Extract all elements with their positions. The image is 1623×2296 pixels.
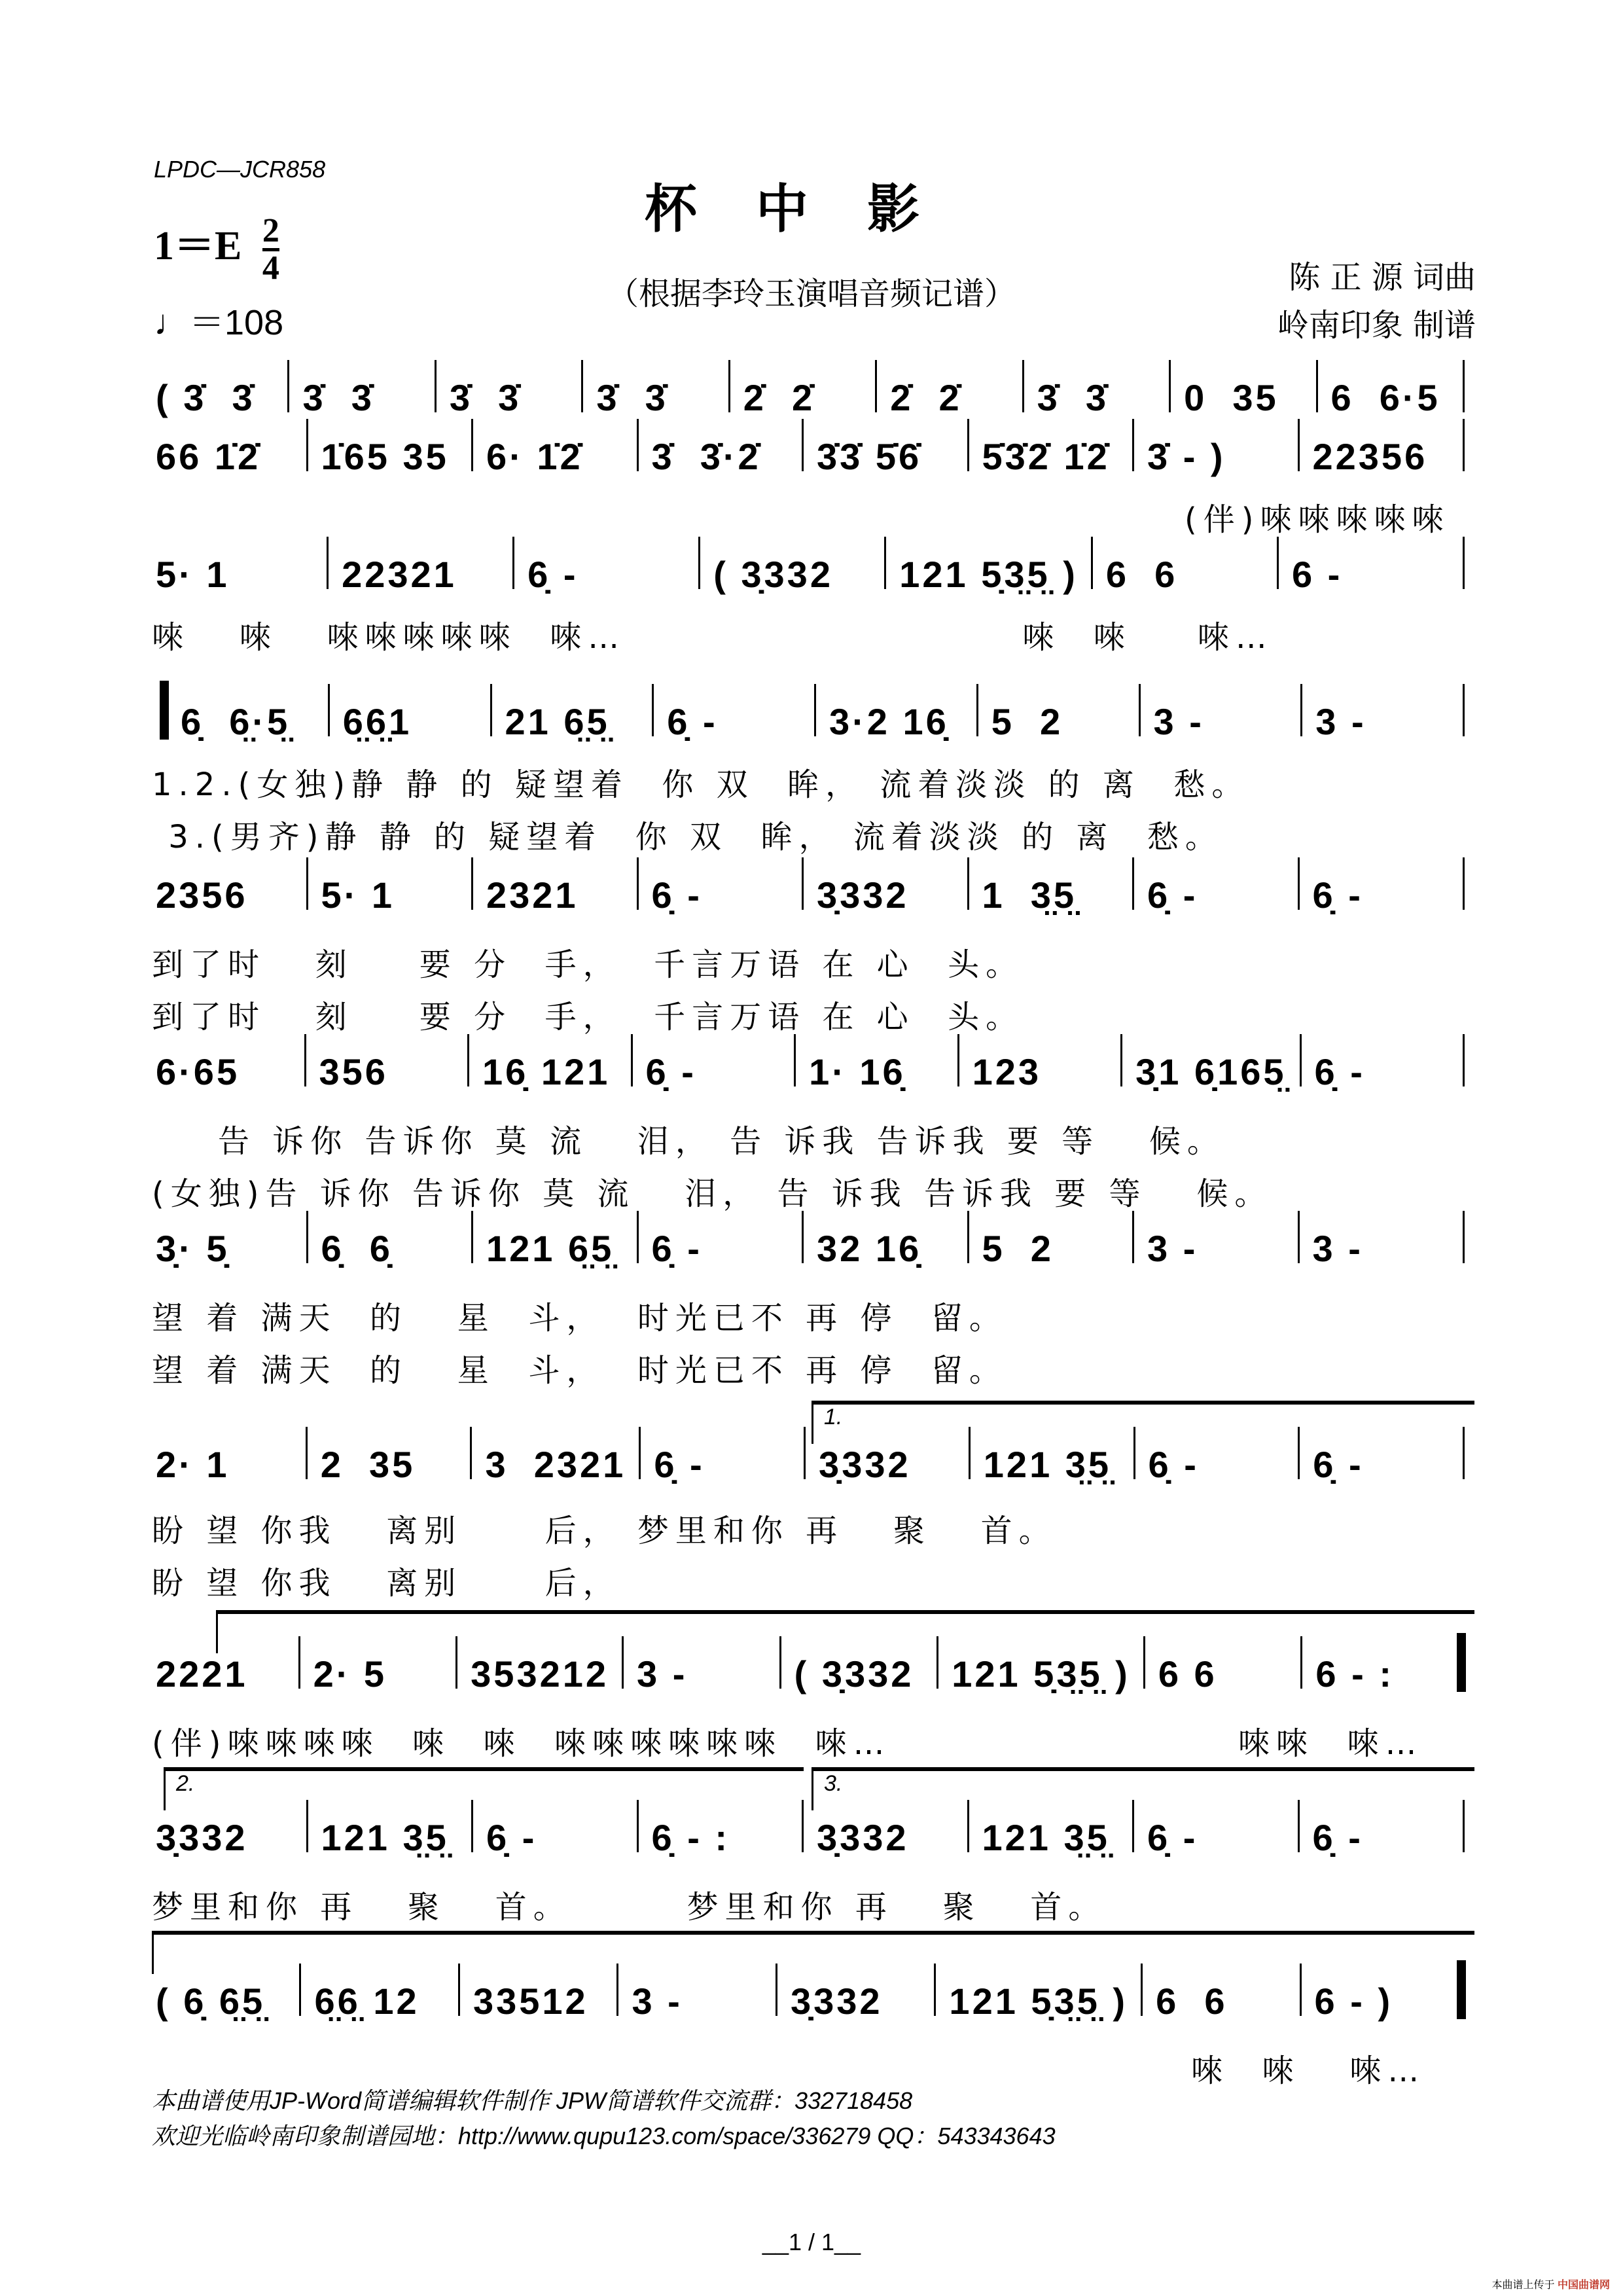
barline [1300,684,1302,736]
barline [304,1034,306,1086]
notation-line [152,677,1474,743]
lyric-line: 唻 唻 唻… [1191,2053,1426,2089]
footer-website-note: 欢迎光临岭南印象制谱园地：http://www.qupu123.com/space/336279 QQ：543343643 [152,2123,1056,2149]
measure: 3̣332 [817,1817,909,1858]
measure: 3̇ - ) [1147,436,1226,477]
barline [306,1427,308,1479]
barline [471,419,473,471]
volta-bracket [152,1931,1474,1974]
barline [435,360,437,412]
barline [804,1427,806,1479]
measure: 121 5̣3̤5̤ ) [899,554,1078,595]
barline [1169,360,1171,412]
arranger-credit: 岭南印象 制谱 [1277,307,1476,344]
barline [1298,1211,1300,1263]
barline [802,419,804,471]
volta-bracket [812,1401,1474,1444]
measure: 2̇ 2̇ [743,377,815,418]
measure: 6̣ - [527,554,579,595]
repeat-start-barline [160,681,169,740]
barline [1120,1034,1122,1086]
barline [306,1211,308,1263]
barline [967,419,969,471]
measure: 5· 1 [321,874,395,916]
measure: 66 1̇2̇ [156,436,261,477]
lyric-line: 1.2.(女独)静 静 的 疑望着 你 双 眸， 流着淡淡 的 离 愁。 [152,766,1250,803]
notation-row [152,1028,1474,1093]
measure: 6̣ - [651,1228,702,1269]
composer-credit: 陈 正 源 词曲 [1289,259,1476,296]
measure: 6· 1̇2̇ [486,436,583,477]
time-denominator: 4 [262,249,279,287]
measure: 353212 [471,1653,609,1695]
measure: 1· 16̣ [809,1051,906,1092]
barline [1463,1211,1465,1263]
page-number: __1 / 1__ [762,2229,861,2255]
barline [1298,419,1300,471]
volta-bracket [812,1767,1474,1810]
measure: 3 - [1315,701,1366,742]
barline [1316,360,1318,412]
key-label: 1＝E [154,224,242,268]
measure: 3 - [1153,701,1204,742]
measure: 2356 [156,874,248,916]
measure: 3 2321 [485,1444,626,1485]
score-code: LPDC—JCR858 [154,156,326,183]
barline [884,537,886,589]
barline [1463,537,1465,589]
notation-row [152,412,1474,478]
measure: 6̣ - [1147,874,1198,916]
notation-line [152,1204,1474,1270]
barline [1463,360,1465,412]
measure: 6 - : [1315,1653,1394,1695]
barline [1300,1034,1302,1086]
lyric-line: (女独)告 诉你 告诉你 莫 流 泪， 告 诉我 告诉我 要 等 候。 [152,1175,1273,1212]
notation-row [152,1204,1474,1270]
measure: 356 [319,1051,388,1092]
barline [728,360,730,412]
measure: 2221 [156,1653,248,1695]
measure: ( 6̣ 6̤5̤ [156,1981,266,2022]
measure: 6̣ - [654,1444,705,1485]
barline [1463,857,1465,910]
barline [328,684,330,736]
measure: 6 - [1291,554,1343,595]
barline [802,1211,804,1263]
barline [1139,684,1141,736]
barline [1132,419,1134,471]
barline [631,1034,633,1086]
subtitle: （根据李玲玉演唱音频记谱） [607,276,1016,312]
lyric-line: 告 诉你 告诉你 莫 流 泪， 告 诉我 告诉我 要 等 候。 [152,1123,1225,1160]
time-numerator: 2 [262,214,279,251]
barline [698,537,700,589]
measure: 6̣ - [486,1817,537,1858]
barline [1132,1211,1134,1263]
barline [1277,537,1279,589]
barline [967,857,969,910]
measure: 3̣332 [817,874,909,916]
measure: 3̇ 3̇ [596,377,668,418]
volta-bracket [164,1767,804,1810]
notation-row [152,851,1474,916]
lyric-line: 3.(男齐)静 静 的 疑望着 你 双 眸， 流着淡淡 的 离 愁。 [152,819,1223,855]
measure: 6̤6̤1 [342,701,412,742]
barline [802,857,804,910]
barline [976,684,978,736]
measure: 3 - [637,1653,688,1695]
measure: 2· 5 [313,1653,387,1695]
barline [306,419,308,471]
notation-row [152,677,1474,743]
lyric-line: 唻 唻 唻唻唻唻唻 唻… 唻 唻 唻… [152,619,1274,656]
barline [490,684,492,736]
measure: 123 [972,1051,1042,1092]
measure: 6̣ - [1312,874,1363,916]
volta-label: 2. [176,1771,195,1796]
notation-row [152,530,1474,596]
notation-line [152,851,1474,916]
volta-label: 3. [824,1771,843,1796]
measure: 3̣· 5̣ [156,1228,230,1269]
song-title: 杯中影 [645,178,978,240]
measure: 6̣ - : [651,1817,730,1858]
barline [639,1427,641,1479]
measure: 6̣ 6̣ [321,1228,393,1269]
barline [471,857,473,910]
measure: 3·2 16̣ [829,701,949,742]
measure: 3̣332 [790,1981,883,2022]
measure: 121 5̣3̤5̤ ) [952,1653,1130,1695]
volta-bracket [216,1610,1474,1653]
measure: 1 3̤5̤ [982,874,1077,916]
measure: ( 3̣332 [794,1653,914,1695]
measure: 2· 1 [156,1444,230,1485]
measure: 6 6 [1158,1653,1217,1695]
notation-row [152,353,1474,419]
barline [957,1034,959,1086]
measure: 2321 [486,874,579,916]
barline [875,360,877,412]
notation-line [152,353,1474,419]
upload-site: 中国曲谱网 [1557,2280,1610,2291]
measure: 6 - ) [1314,1981,1393,2022]
notation-line [152,412,1474,478]
barline [467,1034,469,1086]
volta-label: 1. [824,1405,843,1429]
measure: 3̇3̇ 5̇6̇ [817,436,922,477]
lyric-line: 望 着 满天 的 星 斗， 时光已不 再 停 留。 [152,1352,1007,1389]
lyric-line: (伴)唻唻唻唻唻 [1185,501,1450,538]
barline [287,360,289,412]
barline [1463,684,1465,736]
tempo-marking: ♩＝108 [154,303,284,342]
barline [1463,1034,1465,1086]
barline [1298,857,1300,910]
barline [470,1427,472,1479]
measure: 3̣332 [156,1817,248,1858]
measure: 6̣ 6̤·5̤ [181,701,291,742]
measure: 121 3̤5̤ [321,1817,449,1858]
measure: 6̣ - [651,874,702,916]
measure: 6·65 [156,1051,240,1092]
measure: 5 2 [982,1228,1054,1269]
measure: 6 6 [1156,1981,1228,2022]
measure: 22356 [1312,436,1428,477]
barline [967,1211,969,1263]
lyric-line: 梦里和你 再 聚 首。 梦里和你 再 聚 首。 [152,1889,1107,1926]
barline [637,1211,639,1263]
measure: 32 16̣ [817,1228,922,1269]
measure: 6̣ - [1314,1051,1365,1092]
barline [1132,857,1134,910]
measure: 3̇ 3̇ [449,377,522,418]
lyric-line: 到了时 刻 要 分 手， 千言万语 在 心 头。 [152,999,1024,1035]
upload-prefix: 本曲谱上传于 [1491,2280,1555,2291]
measure: 3̣1 6̣165̤ [1135,1051,1287,1092]
measure: 6̣ - [645,1051,696,1092]
measure: 5· 1 [156,554,230,595]
measure: 6 6·5 [1330,377,1440,418]
notation-line [152,1028,1474,1093]
barline [306,857,308,910]
barline [1022,360,1024,412]
measure: 3̇ 3̇ [302,377,374,418]
barline [652,684,654,736]
measure: 5 2 [991,701,1063,742]
measure: 6̣ - [1148,1444,1199,1485]
lyric-line: 到了时 刻 要 分 手， 千言万语 在 心 头。 [152,946,1024,983]
measure: 121 3̤5̤ [983,1444,1112,1485]
measure: 22321 [342,554,457,595]
lyric-line: 盼 望 你我 离别 后， 梦里和你 再 聚 首。 [152,1513,1057,1549]
footer-software-note: 本曲谱使用JP-Word简谱编辑软件制作 JPW简谱软件交流群：332718458 [152,2087,913,2114]
measure: 3 - [1312,1228,1363,1269]
barline [1463,419,1465,471]
measure: 1̇65 35 [321,436,449,477]
measure: 6̣ - [1313,1444,1364,1485]
barline [637,419,639,471]
measure: 5̇3̇2̇ 1̇2̇ [982,436,1110,477]
barline [637,857,639,910]
lyric-line: 望 着 满天 的 星 斗， 时光已不 再 停 留。 [152,1300,1007,1336]
measure: 16̣ 121 [482,1051,611,1092]
measure: 0 35 [1184,377,1279,418]
barline [794,1034,796,1086]
measure: 3̇ 3̇ [1037,377,1109,418]
measure: 33512 [473,1981,588,2022]
measure: 6̣ - [1147,1817,1198,1858]
upload-credit [1492,2276,1610,2291]
barline [512,537,514,589]
measure: 121 6̤5̤ [486,1228,615,1269]
measure: 3̣332 [819,1444,911,1485]
measure: 6̣ - [1312,1817,1363,1858]
measure: 121 5̣3̤5̤ ) [949,1981,1128,2022]
measure: 2̇ 2̇ [890,377,962,418]
measure: 6̤6̤ 12 [314,1981,419,2022]
measure: ( 3̣332 [713,554,833,595]
barline [1091,537,1093,589]
measure: 6̣ - [667,701,718,742]
measure: 3̇ 3̇·2̇ [651,436,761,477]
barline [814,684,816,736]
barline [327,537,329,589]
measure: 2 35 [320,1444,416,1485]
lyric-line: (伴)唻唻唻唻 唻 唻 唻唻唻唻唻唻 唻… 唻唻 唻… [152,1725,1423,1762]
barline [581,360,583,412]
measure: ( 3̇ 3̇ [156,377,255,418]
measure: 3 - [1147,1228,1198,1269]
barline [471,1211,473,1263]
notation-line [152,530,1474,596]
measure: 6 6 [1105,554,1178,595]
lyric-line: 盼 望 你我 离别 后， [152,1565,621,1602]
measure: 121 3̤5̤ [982,1817,1110,1858]
measure: 21 6̤5̤ [505,701,610,742]
measure: 3 - [632,1981,683,2022]
